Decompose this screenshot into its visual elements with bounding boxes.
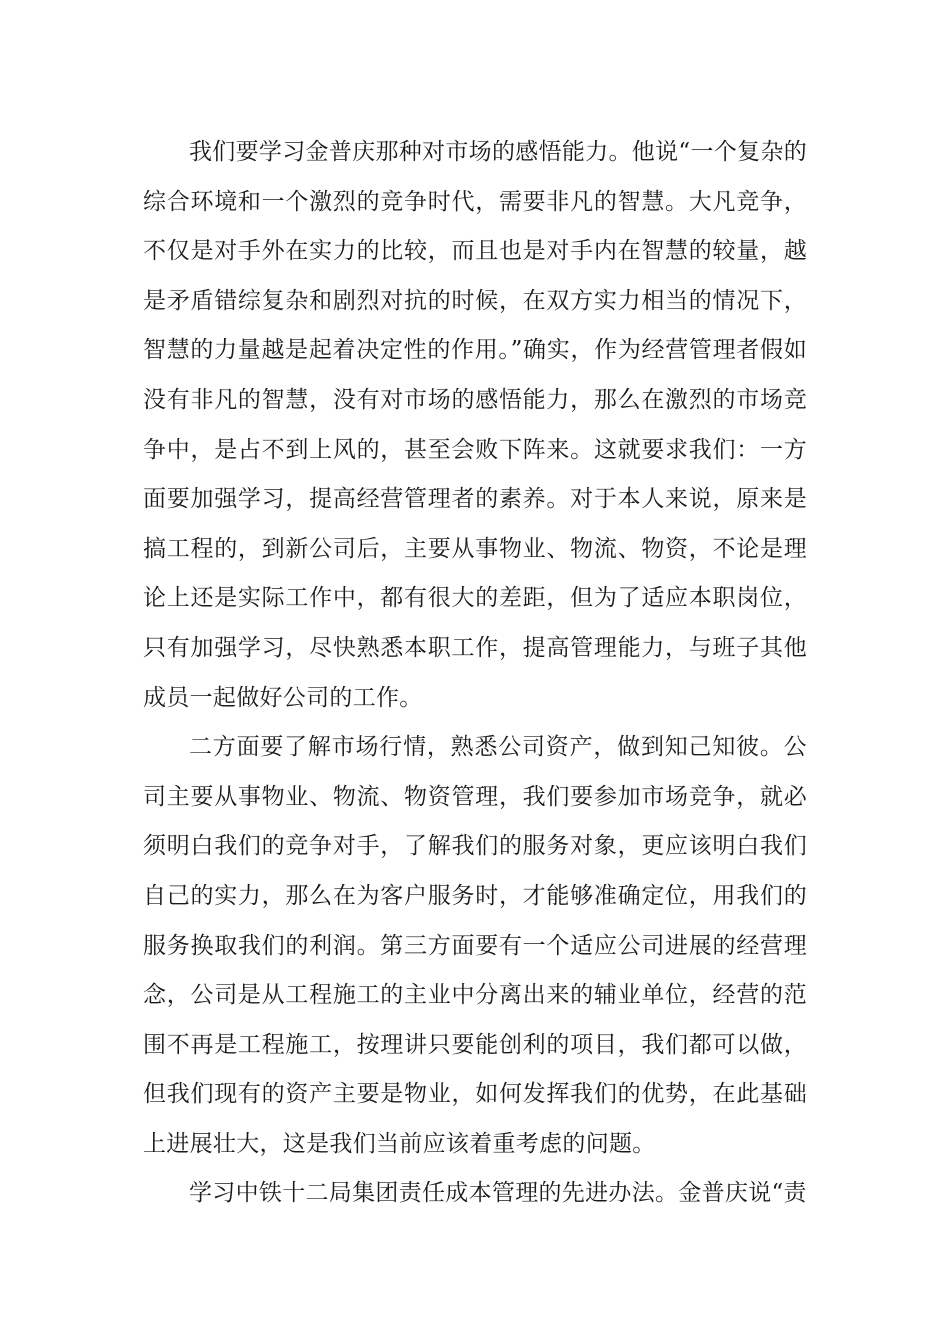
paragraph-1: 我们要学习金普庆那种对市场的感悟能力。他说“一个复杂的综合环境和一个激烈的竞争时代，需要非凡的智慧。大凡竞争，不仅是对手外在实力的比较，而且也是对手内在智慧的较量，越是矛盾错综复杂和剧烈对抗的时候，在双方实力相当的情况下，智慧的力量越是起着决定性的作用。”确实，作为经营管理者假如没有非凡的智慧，没有对市场的感悟能力，那么在激烈的市场竞争中，是占不到上风的，甚至会败下阵来。这就要求我们：一方面要加强学习，提高经营管理者的素养。对于本人来说，原来是搞工程的，到新公司后，主要从事物业、物流、物资，不论是理论上还是实际工作中，都有很大的差距，但为了适应本职岗位，只有加强学习，尽快熟悉本职工作，提高管理能力，与班子其他成员一起做好公司的工作。 [143,139,807,711]
document-page [143,128,807,1219]
paragraph-3: 学习中铁十二局集团责任成本管理的先进办法。金普庆说“责 [189,1180,807,1207]
paragraph-2: 二方面要了解市场行情，熟悉公司资产，做到知己知彼。公司主要从事物业、物流、物资管理，我们要参加市场竞争，就必须明白我们的竞争对手，了解我们的服务对象，更应该明白我们自己的实力，那么在为客户服务时，才能够准确定位，用我们的服务换取我们的利润。第三方面要有一个适应公司进展的经营理念，公司是从工程施工的主业中分离出来的辅业单位，经营的范围不再是工程施工，按理讲只要能创利的项目，我们都可以做，但我们现有的资产主要是物业，如何发挥我们的优势，在此基础上进展壮大，这是我们当前应该着重考虑的问题。 [143,734,807,1157]
